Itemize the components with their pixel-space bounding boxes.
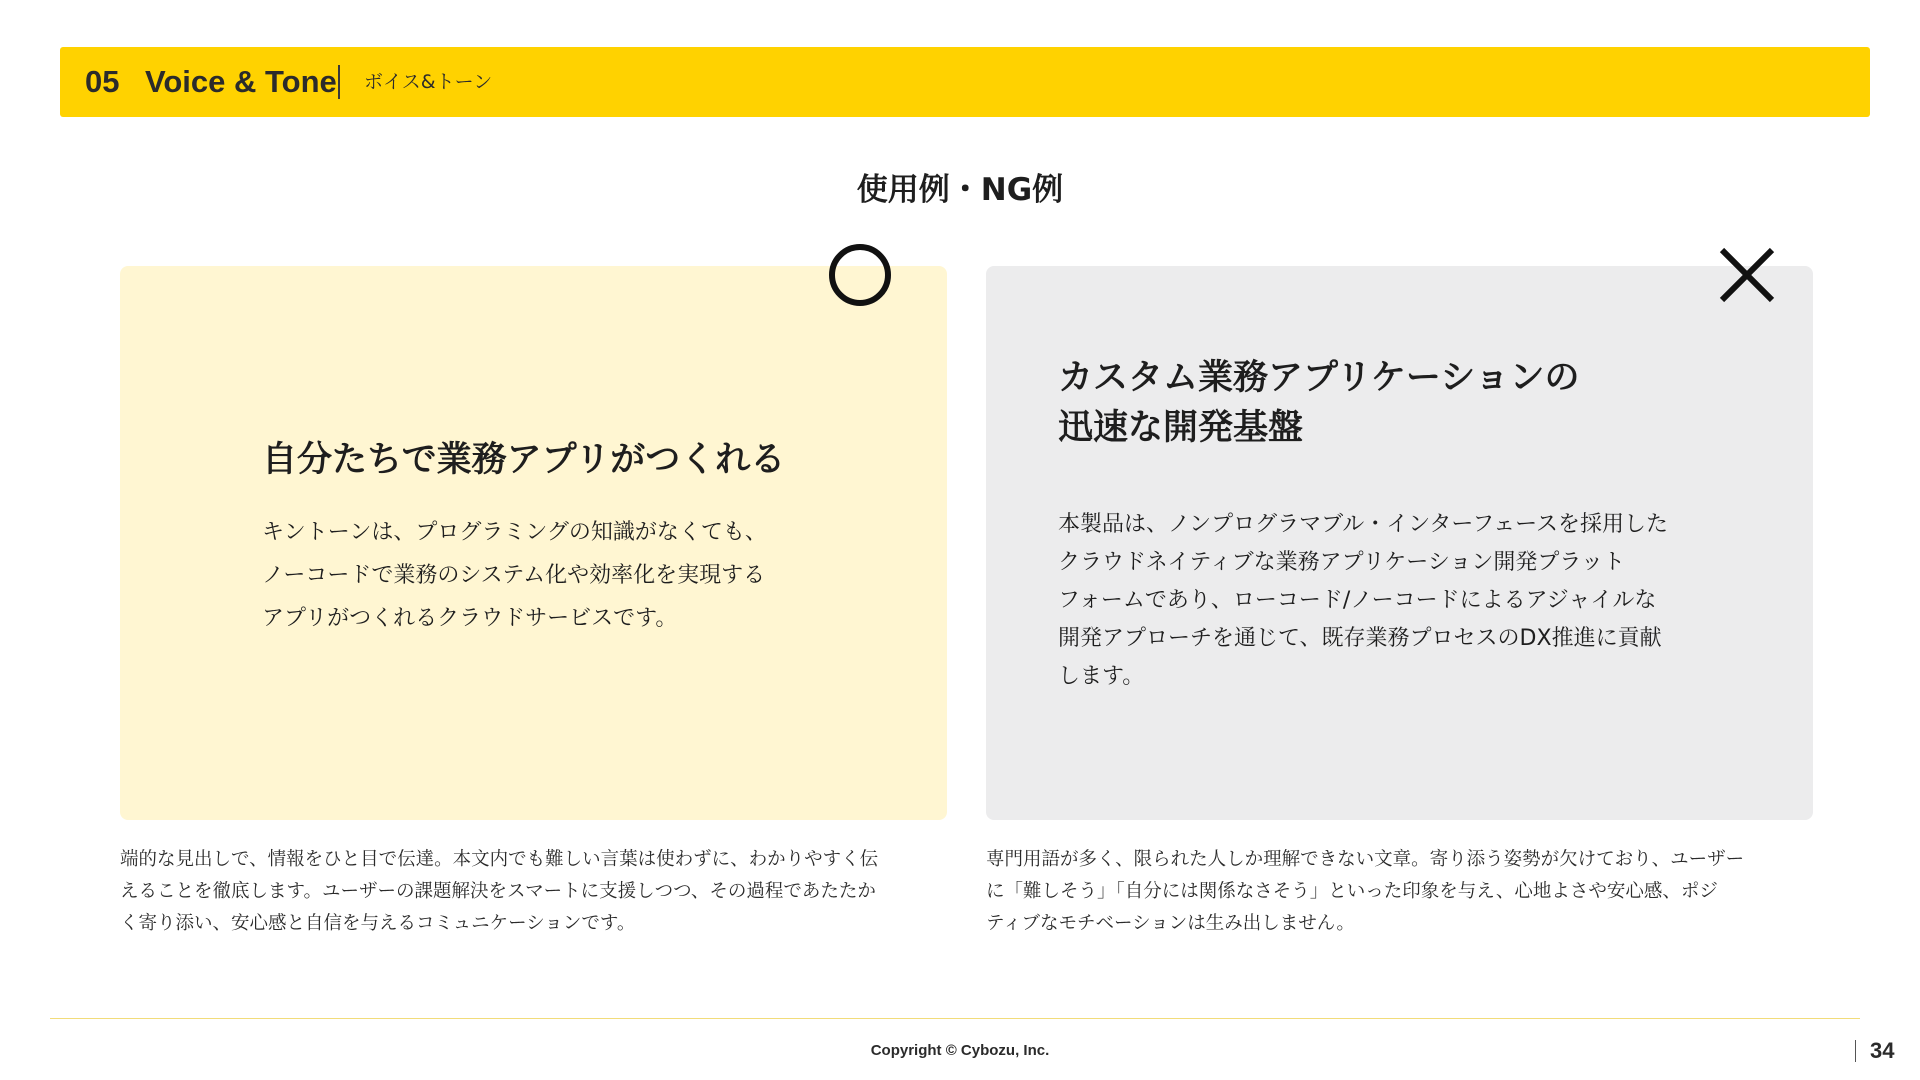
good-example-body xyxy=(262,511,902,640)
good-caption-line: く寄り添い、安心感と自信を与えるコミュニケーションです。 xyxy=(120,913,636,934)
header-divider xyxy=(338,65,340,99)
section-title-en: Voice & Tone xyxy=(145,64,337,99)
bad-example-caption xyxy=(986,844,1816,940)
bad-heading-line: カスタム業務アプリケーションの xyxy=(1058,358,1580,398)
copyright-text: Copyright © Cybozu, Inc. xyxy=(870,1042,1050,1059)
bad-body-line: フォームであり、ローコード/ノーコードによるアジャイルな xyxy=(1058,588,1657,613)
page-number: 34 xyxy=(1870,1038,1895,1063)
page-title: 使用例・NG例 xyxy=(856,172,1064,208)
bad-body-line: 開発アプローチを通じて、既存業務プロセスのDX推進に貢献 xyxy=(1058,626,1662,651)
bad-caption-line: ティブなモチベーションは生み出しません。 xyxy=(986,913,1355,934)
section-subtitle-ja: ボイス&トーン xyxy=(364,71,493,93)
section-header xyxy=(60,47,1870,117)
bad-heading-line: 迅速な開発基盤 xyxy=(1058,408,1304,448)
bad-body-line: クラウドネイティブな業務アプリケーション開発プラット xyxy=(1058,550,1625,575)
bad-body-line: 本製品は、ノンプログラマブル・インターフェースを採用した xyxy=(1058,512,1669,537)
page-number-divider xyxy=(1855,1040,1856,1062)
cross-icon xyxy=(1716,244,1778,306)
good-caption-line: えることを徹底します。ユーザーの課題解決をスマートに支援しつつ、その過程であたたか xyxy=(120,881,876,902)
bad-body-line: します。 xyxy=(1058,664,1145,689)
good-caption-line: 端的な見出しで、情報をひと目で伝達。本文内でも難しい言葉は使わずに、わかりやすく伝 xyxy=(120,849,879,870)
good-example-heading: 自分たちで業務アプリがつくれる xyxy=(262,440,786,480)
bad-example-heading xyxy=(1058,353,1778,453)
bad-caption-line: に「難しそう」「自分には関係なさそう」といった印象を与え、心地よさや安心感、ポジ xyxy=(986,881,1718,902)
good-example-caption xyxy=(120,844,950,940)
good-body-line: キントーンは、プログラミングの知識がなくても、 xyxy=(262,520,767,545)
good-body-line: ノーコードで業務のシステム化や効率化を実現する xyxy=(262,563,766,588)
good-body-line: アプリがつくれるクラウドサービスです。 xyxy=(262,606,678,631)
circle-icon xyxy=(829,244,891,306)
footer-divider xyxy=(50,1018,1860,1019)
bad-caption-line: 専門用語が多く、限られた人しか理解できない文章。寄り添う姿勢が欠けており、ユーザー xyxy=(986,849,1745,870)
bad-example-body xyxy=(1058,506,1778,696)
section-number: 05 xyxy=(85,64,120,99)
